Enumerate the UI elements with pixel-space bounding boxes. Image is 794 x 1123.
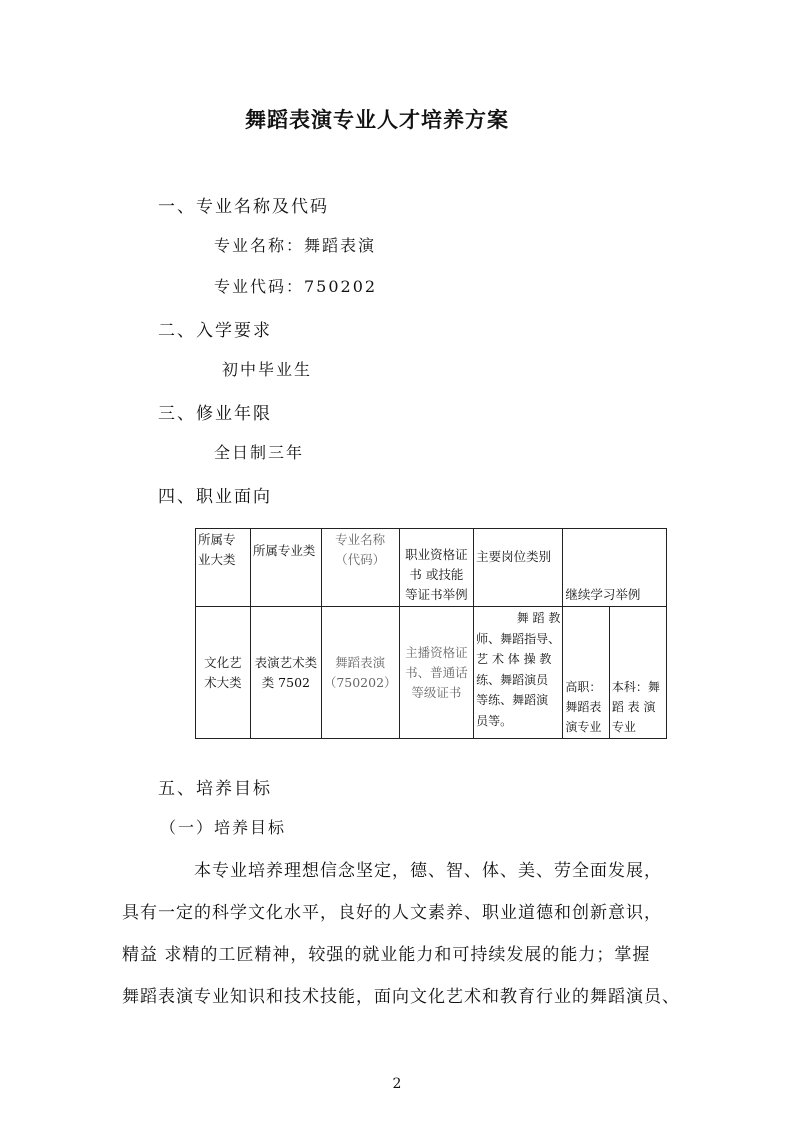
header-major-name-code: 专业名称 （代码） — [321, 529, 399, 607]
header-major-category: 所属专 业大类 — [196, 529, 251, 607]
sub-heading-training-goals: （一）培养目标 — [160, 818, 287, 837]
document-title: 舞蹈表演专业人才培养方案 — [245, 107, 509, 132]
table-row — [196, 607, 667, 739]
section-3-heading: 三、修业年限 — [158, 404, 272, 424]
table-header-row — [196, 529, 667, 607]
major-code-line: 专业代码：750202 — [214, 277, 378, 296]
cell-main-positions: 舞 蹈 教 师、舞蹈指导、 艺 术 体 操 教 练、舞蹈演员 等练、舞蹈演 员等。 — [474, 607, 563, 739]
cell-further-study-undergraduate: 本科：舞 蹈 表 演 专业 — [609, 607, 666, 739]
cell-certificates: 主播资格证 书、普通话 等级证书 — [399, 607, 474, 739]
cell-further-study-vocational: 高职： 舞蹈表 演专业 — [563, 607, 609, 739]
paragraph-line-3: 精益 求精的工匠精神，较强的就业能力和可持续发展的能力；掌握 — [122, 945, 651, 965]
header-major-class: 所属专业类 — [250, 529, 321, 607]
paragraph-line-2: 具有一定的科学文化水平，良好的人文素养、职业道德和创新意识， — [122, 903, 662, 923]
header-further-study: 继续学习举例 — [563, 529, 667, 607]
cell-major-class: 表演艺术类 类 7502 — [250, 607, 321, 739]
paragraph-line-4: 舞蹈表演专业知识和技术技能，面向文化艺术和教育行业的舞蹈演员、 — [122, 987, 680, 1007]
section-2-heading: 二、入学要求 — [158, 321, 272, 341]
admission-requirement: 初中毕业生 — [222, 360, 313, 379]
section-4-heading: 四、职业面向 — [158, 487, 272, 507]
page-number: 2 — [392, 1076, 402, 1092]
header-main-positions: 主要岗位类别 — [474, 529, 563, 607]
section-1-heading: 一、专业名称及代码 — [158, 197, 329, 217]
occupation-table — [195, 528, 667, 739]
cell-major-name-code: 舞蹈表演 （750202） — [321, 607, 399, 739]
cell-major-category: 文化艺 术大类 — [196, 607, 251, 739]
study-duration: 全日制三年 — [214, 443, 305, 462]
header-certificates: 职业资格证 书 或技能 等证书举例 — [399, 529, 474, 607]
paragraph-line-1: 本专业培养理想信念坚定，德、智、体、美、劳全面发展， — [194, 861, 662, 881]
major-name-line: 专业名称：舞蹈表演 — [214, 236, 377, 255]
section-5-heading: 五、培养目标 — [158, 779, 272, 799]
